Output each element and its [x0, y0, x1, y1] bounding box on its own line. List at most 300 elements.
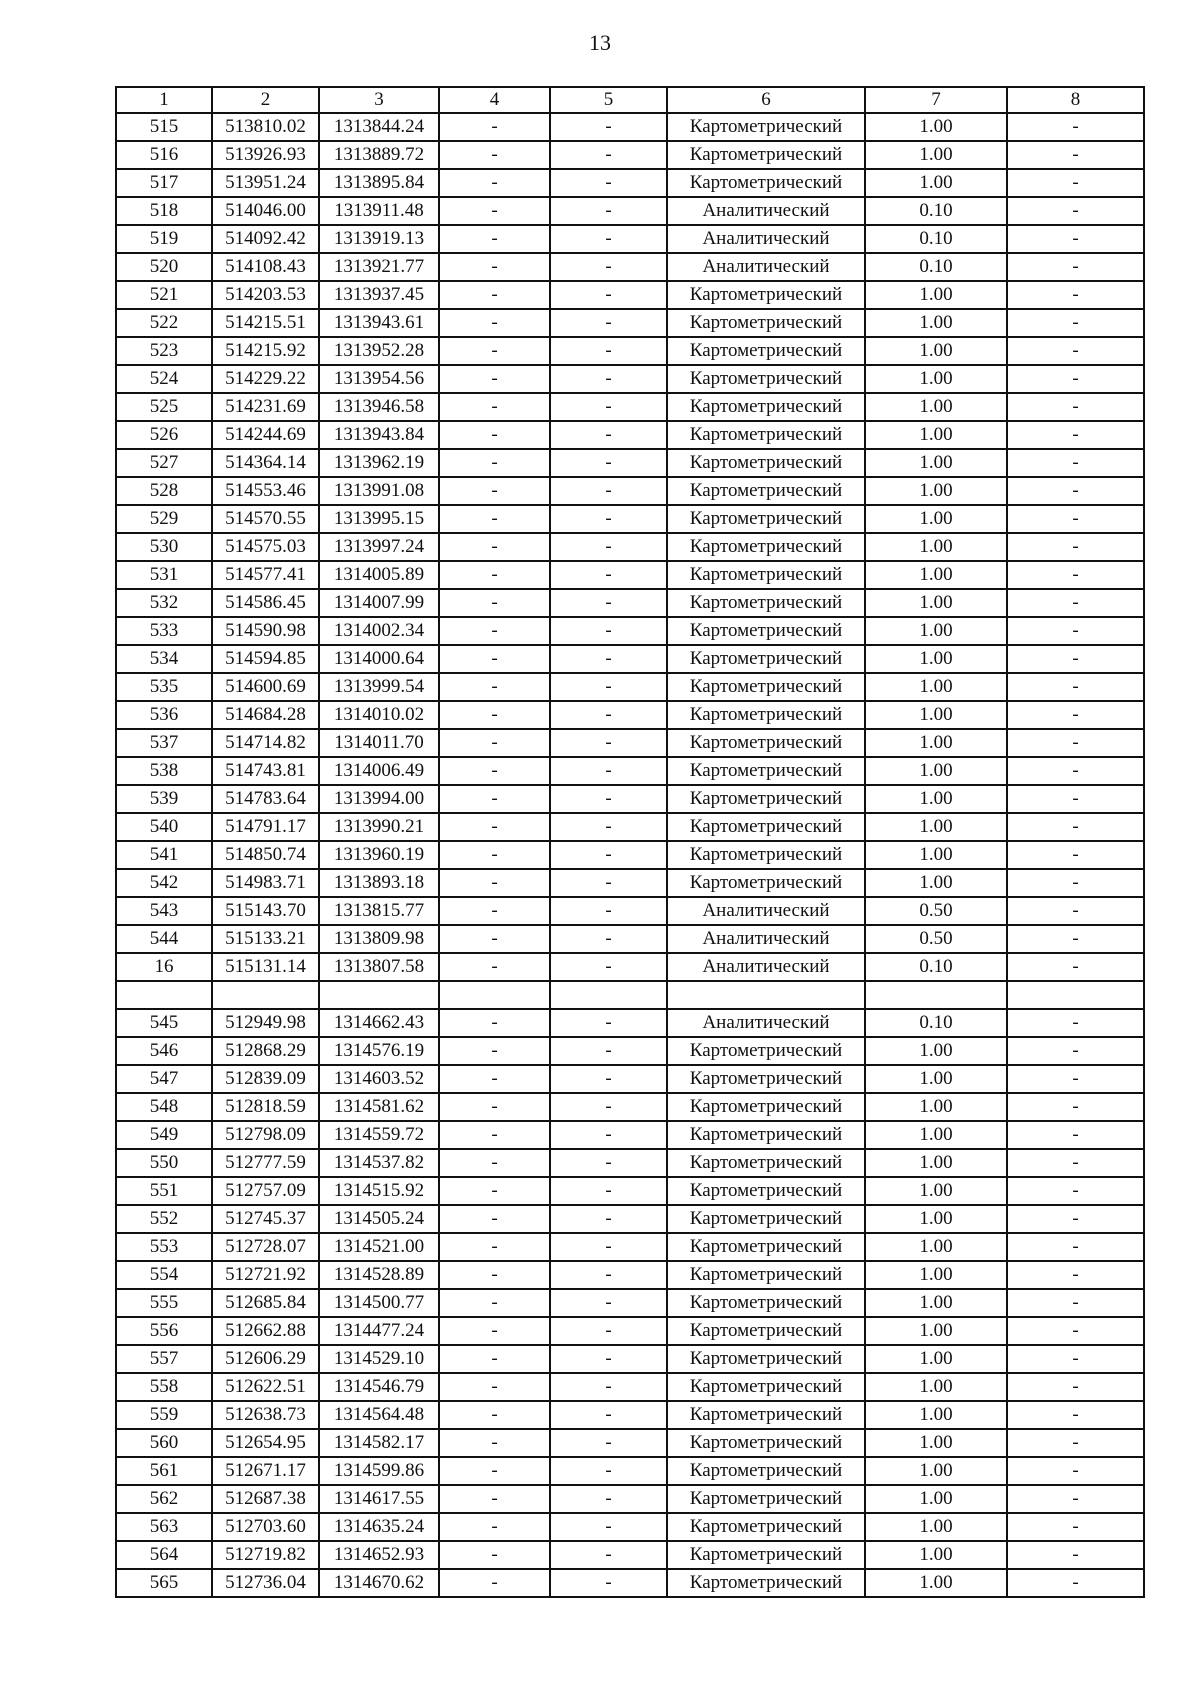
- accuracy-cell: 1.00: [865, 1373, 1007, 1401]
- col8-cell: -: [1007, 365, 1144, 393]
- table-row: [116, 225, 1144, 253]
- x-coordinate-cell: 514783.64: [212, 785, 319, 813]
- accuracy-cell: 1.00: [865, 1513, 1007, 1541]
- x-coordinate-cell: 514586.45: [212, 589, 319, 617]
- x-coordinate-cell: 514600.69: [212, 673, 319, 701]
- point-number-cell: 16: [116, 953, 212, 981]
- table-row: [116, 1429, 1144, 1457]
- col5-cell: -: [550, 645, 667, 673]
- col8-cell: -: [1007, 701, 1144, 729]
- point-number-cell: 524: [116, 365, 212, 393]
- column-header: 6: [667, 87, 865, 113]
- col5-cell: -: [550, 253, 667, 281]
- col5-cell: -: [550, 1569, 667, 1597]
- col4-cell: -: [439, 1401, 550, 1429]
- y-coordinate-cell: 1313921.77: [319, 253, 439, 281]
- x-coordinate-cell: 514231.69: [212, 393, 319, 421]
- col5-cell: -: [550, 729, 667, 757]
- x-coordinate-cell: 512745.37: [212, 1205, 319, 1233]
- col4-cell: -: [439, 169, 550, 197]
- col5-cell: -: [550, 1457, 667, 1485]
- accuracy-cell: [865, 981, 1007, 1009]
- col5-cell: -: [550, 113, 667, 141]
- col8-cell: -: [1007, 1541, 1144, 1569]
- table-row: [116, 617, 1144, 645]
- table-row: [116, 337, 1144, 365]
- table-row: [116, 673, 1144, 701]
- col8-cell: -: [1007, 953, 1144, 981]
- col8-cell: -: [1007, 1205, 1144, 1233]
- col8-cell: -: [1007, 1177, 1144, 1205]
- method-cell: Картометрический: [667, 113, 865, 141]
- x-coordinate-cell: 513926.93: [212, 141, 319, 169]
- table-row: [116, 813, 1144, 841]
- col5-cell: -: [550, 421, 667, 449]
- y-coordinate-cell: 1313997.24: [319, 533, 439, 561]
- y-coordinate-cell: 1314006.49: [319, 757, 439, 785]
- accuracy-cell: 0.10: [865, 225, 1007, 253]
- col8-cell: -: [1007, 169, 1144, 197]
- col8-cell: -: [1007, 645, 1144, 673]
- col8-cell: -: [1007, 225, 1144, 253]
- accuracy-cell: 1.00: [865, 701, 1007, 729]
- col4-cell: -: [439, 617, 550, 645]
- col4-cell: -: [439, 645, 550, 673]
- table-row: [116, 1513, 1144, 1541]
- col8-cell: -: [1007, 141, 1144, 169]
- col8-cell: -: [1007, 673, 1144, 701]
- point-number-cell: 516: [116, 141, 212, 169]
- col5-cell: -: [550, 897, 667, 925]
- col8-cell: -: [1007, 1485, 1144, 1513]
- table-row: [116, 785, 1144, 813]
- col8-cell: -: [1007, 785, 1144, 813]
- y-coordinate-cell: 1313990.21: [319, 813, 439, 841]
- accuracy-cell: 1.00: [865, 1093, 1007, 1121]
- accuracy-cell: 1.00: [865, 841, 1007, 869]
- accuracy-cell: 1.00: [865, 309, 1007, 337]
- y-coordinate-cell: 1314617.55: [319, 1485, 439, 1513]
- table-row: [116, 505, 1144, 533]
- x-coordinate-cell: 512839.09: [212, 1065, 319, 1093]
- method-cell: Картометрический: [667, 617, 865, 645]
- col5-cell: -: [550, 953, 667, 981]
- accuracy-cell: 0.10: [865, 197, 1007, 225]
- accuracy-cell: 1.00: [865, 421, 1007, 449]
- method-cell: Картометрический: [667, 1205, 865, 1233]
- col5-cell: -: [550, 561, 667, 589]
- col8-cell: -: [1007, 1373, 1144, 1401]
- table-row: [116, 113, 1144, 141]
- point-number-cell: 555: [116, 1289, 212, 1317]
- col5-cell: -: [550, 925, 667, 953]
- col8-cell: -: [1007, 1429, 1144, 1457]
- method-cell: Картометрический: [667, 141, 865, 169]
- point-number-cell: 546: [116, 1037, 212, 1065]
- col5-cell: -: [550, 1317, 667, 1345]
- x-coordinate-cell: 513951.24: [212, 169, 319, 197]
- col4-cell: -: [439, 1345, 550, 1373]
- col4-cell: [439, 981, 550, 1009]
- y-coordinate-cell: 1313954.56: [319, 365, 439, 393]
- accuracy-cell: 1.00: [865, 393, 1007, 421]
- point-number-cell: 531: [116, 561, 212, 589]
- x-coordinate-cell: [212, 981, 319, 1009]
- col5-cell: -: [550, 477, 667, 505]
- x-coordinate-cell: 515131.14: [212, 953, 319, 981]
- col4-cell: -: [439, 1261, 550, 1289]
- method-cell: Картометрический: [667, 1121, 865, 1149]
- point-number-cell: 539: [116, 785, 212, 813]
- accuracy-cell: 1.00: [865, 757, 1007, 785]
- accuracy-cell: 1.00: [865, 1121, 1007, 1149]
- table-row: [116, 1485, 1144, 1513]
- point-number-cell: 520: [116, 253, 212, 281]
- method-cell: Картометрический: [667, 1317, 865, 1345]
- point-number-cell: 517: [116, 169, 212, 197]
- point-number-cell: 532: [116, 589, 212, 617]
- accuracy-cell: 1.00: [865, 645, 1007, 673]
- col8-cell: -: [1007, 253, 1144, 281]
- point-number-cell: 536: [116, 701, 212, 729]
- col4-cell: -: [439, 421, 550, 449]
- col5-cell: -: [550, 1205, 667, 1233]
- y-coordinate-cell: 1313815.77: [319, 897, 439, 925]
- col5-cell: -: [550, 1485, 667, 1513]
- table-row: [116, 645, 1144, 673]
- method-cell: Картометрический: [667, 421, 865, 449]
- accuracy-cell: 1.00: [865, 1037, 1007, 1065]
- y-coordinate-cell: 1313960.19: [319, 841, 439, 869]
- point-number-cell: 529: [116, 505, 212, 533]
- y-coordinate-cell: 1314505.24: [319, 1205, 439, 1233]
- col8-cell: -: [1007, 1345, 1144, 1373]
- x-coordinate-cell: 514203.53: [212, 281, 319, 309]
- col4-cell: -: [439, 1009, 550, 1037]
- y-coordinate-cell: 1314002.34: [319, 617, 439, 645]
- x-coordinate-cell: 512757.09: [212, 1177, 319, 1205]
- col4-cell: -: [439, 561, 550, 589]
- col8-cell: -: [1007, 1457, 1144, 1485]
- method-cell: Картометрический: [667, 869, 865, 897]
- point-number-cell: 519: [116, 225, 212, 253]
- method-cell: Аналитический: [667, 197, 865, 225]
- table-row: [116, 1345, 1144, 1373]
- point-number-cell: 552: [116, 1205, 212, 1233]
- col5-cell: -: [550, 617, 667, 645]
- col8-cell: -: [1007, 1569, 1144, 1597]
- method-cell: Картометрический: [667, 645, 865, 673]
- col4-cell: -: [439, 757, 550, 785]
- table-row: [116, 253, 1144, 281]
- point-number-cell: 564: [116, 1541, 212, 1569]
- method-cell: Картометрический: [667, 1569, 865, 1597]
- col5-cell: -: [550, 673, 667, 701]
- table-row: [116, 589, 1144, 617]
- y-coordinate-cell: 1313889.72: [319, 141, 439, 169]
- table-header-row: [116, 87, 1144, 113]
- col5-cell: -: [550, 1149, 667, 1177]
- point-number-cell: 518: [116, 197, 212, 225]
- y-coordinate-cell: 1313991.08: [319, 477, 439, 505]
- col5-cell: -: [550, 1177, 667, 1205]
- table-row: [116, 169, 1144, 197]
- y-coordinate-cell: 1314515.92: [319, 1177, 439, 1205]
- point-number-cell: 553: [116, 1233, 212, 1261]
- table-body: [116, 113, 1144, 1597]
- method-cell: Картометрический: [667, 533, 865, 561]
- table-row: [116, 897, 1144, 925]
- table-row: [116, 1541, 1144, 1569]
- point-number-cell: 527: [116, 449, 212, 477]
- accuracy-cell: 0.10: [865, 953, 1007, 981]
- col8-cell: -: [1007, 449, 1144, 477]
- col8-cell: [1007, 981, 1144, 1009]
- point-number-cell: 540: [116, 813, 212, 841]
- x-coordinate-cell: 512654.95: [212, 1429, 319, 1457]
- accuracy-cell: 1.00: [865, 1317, 1007, 1345]
- accuracy-cell: 1.00: [865, 169, 1007, 197]
- x-coordinate-cell: 514594.85: [212, 645, 319, 673]
- point-number-cell: 530: [116, 533, 212, 561]
- col8-cell: -: [1007, 925, 1144, 953]
- y-coordinate-cell: 1314670.62: [319, 1569, 439, 1597]
- col8-cell: -: [1007, 1233, 1144, 1261]
- method-cell: Картометрический: [667, 393, 865, 421]
- point-number-cell: 522: [116, 309, 212, 337]
- x-coordinate-cell: 514553.46: [212, 477, 319, 505]
- col5-cell: -: [550, 337, 667, 365]
- y-coordinate-cell: 1314477.24: [319, 1317, 439, 1345]
- accuracy-cell: 1.00: [865, 1541, 1007, 1569]
- point-number-cell: 561: [116, 1457, 212, 1485]
- col4-cell: -: [439, 505, 550, 533]
- column-header: 4: [439, 87, 550, 113]
- col8-cell: -: [1007, 813, 1144, 841]
- point-number-cell: 534: [116, 645, 212, 673]
- accuracy-cell: 1.00: [865, 449, 1007, 477]
- col4-cell: -: [439, 925, 550, 953]
- col5-cell: -: [550, 169, 667, 197]
- col5-cell: -: [550, 393, 667, 421]
- y-coordinate-cell: 1314635.24: [319, 1513, 439, 1541]
- table-row: [116, 281, 1144, 309]
- accuracy-cell: 1.00: [865, 1233, 1007, 1261]
- col5-cell: -: [550, 449, 667, 477]
- col5-cell: -: [550, 1373, 667, 1401]
- x-coordinate-cell: 514229.22: [212, 365, 319, 393]
- table-row: [116, 1009, 1144, 1037]
- col5-cell: -: [550, 589, 667, 617]
- table-row: [116, 925, 1144, 953]
- x-coordinate-cell: 512736.04: [212, 1569, 319, 1597]
- table-row: [116, 869, 1144, 897]
- point-number-cell: 521: [116, 281, 212, 309]
- point-number-cell: 538: [116, 757, 212, 785]
- col4-cell: -: [439, 1317, 550, 1345]
- method-cell: Картометрический: [667, 1541, 865, 1569]
- col8-cell: -: [1007, 309, 1144, 337]
- col8-cell: -: [1007, 1401, 1144, 1429]
- col4-cell: -: [439, 1569, 550, 1597]
- method-cell: Картометрический: [667, 701, 865, 729]
- x-coordinate-cell: 514215.51: [212, 309, 319, 337]
- table-row: [116, 1569, 1144, 1597]
- col4-cell: -: [439, 1149, 550, 1177]
- x-coordinate-cell: 512687.38: [212, 1485, 319, 1513]
- method-cell: Картометрический: [667, 1233, 865, 1261]
- col4-cell: -: [439, 1513, 550, 1541]
- x-coordinate-cell: 512777.59: [212, 1149, 319, 1177]
- table-row: [116, 1233, 1144, 1261]
- point-number-cell: 528: [116, 477, 212, 505]
- y-coordinate-cell: 1314537.82: [319, 1149, 439, 1177]
- accuracy-cell: 1.00: [865, 869, 1007, 897]
- point-number-cell: 525: [116, 393, 212, 421]
- x-coordinate-cell: 512721.92: [212, 1261, 319, 1289]
- col4-cell: -: [439, 477, 550, 505]
- accuracy-cell: 1.00: [865, 1345, 1007, 1373]
- method-cell: Картометрический: [667, 841, 865, 869]
- y-coordinate-cell: 1313999.54: [319, 673, 439, 701]
- point-number-cell: 537: [116, 729, 212, 757]
- y-coordinate-cell: 1314582.17: [319, 1429, 439, 1457]
- col8-cell: -: [1007, 589, 1144, 617]
- col4-cell: -: [439, 1429, 550, 1457]
- method-cell: Картометрический: [667, 337, 865, 365]
- col4-cell: -: [439, 1541, 550, 1569]
- x-coordinate-cell: 512719.82: [212, 1541, 319, 1569]
- method-cell: Картометрический: [667, 1065, 865, 1093]
- point-number-cell: 565: [116, 1569, 212, 1597]
- col8-cell: -: [1007, 617, 1144, 645]
- y-coordinate-cell: 1313893.18: [319, 869, 439, 897]
- table-row: [116, 449, 1144, 477]
- accuracy-cell: 1.00: [865, 813, 1007, 841]
- y-coordinate-cell: 1313943.61: [319, 309, 439, 337]
- y-coordinate-cell: 1313943.84: [319, 421, 439, 449]
- accuracy-cell: 0.10: [865, 1009, 1007, 1037]
- x-coordinate-cell: 512728.07: [212, 1233, 319, 1261]
- point-number-cell: [116, 981, 212, 1009]
- method-cell: Картометрический: [667, 477, 865, 505]
- accuracy-cell: 1.00: [865, 533, 1007, 561]
- col4-cell: -: [439, 1485, 550, 1513]
- table-row: [116, 1261, 1144, 1289]
- accuracy-cell: 1.00: [865, 673, 1007, 701]
- accuracy-cell: 0.50: [865, 897, 1007, 925]
- point-number-cell: 562: [116, 1485, 212, 1513]
- table-row: [116, 1149, 1144, 1177]
- table-row: [116, 1457, 1144, 1485]
- col8-cell: -: [1007, 281, 1144, 309]
- method-cell: Картометрический: [667, 1177, 865, 1205]
- col4-cell: -: [439, 785, 550, 813]
- col4-cell: -: [439, 337, 550, 365]
- x-coordinate-cell: 513810.02: [212, 113, 319, 141]
- col4-cell: -: [439, 953, 550, 981]
- y-coordinate-cell: 1313844.24: [319, 113, 439, 141]
- y-coordinate-cell: 1313809.98: [319, 925, 439, 953]
- y-coordinate-cell: 1314010.02: [319, 701, 439, 729]
- method-cell: Картометрический: [667, 1289, 865, 1317]
- col5-cell: -: [550, 309, 667, 337]
- col4-cell: -: [439, 281, 550, 309]
- table-row: [116, 393, 1144, 421]
- col5-cell: -: [550, 281, 667, 309]
- table-row: [116, 365, 1144, 393]
- col4-cell: -: [439, 1205, 550, 1233]
- x-coordinate-cell: 512622.51: [212, 1373, 319, 1401]
- accuracy-cell: 1.00: [865, 1065, 1007, 1093]
- col5-cell: -: [550, 1093, 667, 1121]
- col5-cell: -: [550, 505, 667, 533]
- col4-cell: -: [439, 365, 550, 393]
- table-row: [116, 421, 1144, 449]
- col5-cell: -: [550, 1009, 667, 1037]
- point-number-cell: 554: [116, 1261, 212, 1289]
- point-number-cell: 533: [116, 617, 212, 645]
- method-cell: [667, 981, 865, 1009]
- y-coordinate-cell: 1313919.13: [319, 225, 439, 253]
- y-coordinate-cell: 1314007.99: [319, 589, 439, 617]
- accuracy-cell: 1.00: [865, 1149, 1007, 1177]
- table-row: [116, 561, 1144, 589]
- col4-cell: -: [439, 1373, 550, 1401]
- col4-cell: -: [439, 1289, 550, 1317]
- table-row: [116, 1205, 1144, 1233]
- y-coordinate-cell: 1314662.43: [319, 1009, 439, 1037]
- y-coordinate-cell: 1314564.48: [319, 1401, 439, 1429]
- y-coordinate-cell: [319, 981, 439, 1009]
- col5-cell: -: [550, 197, 667, 225]
- col4-cell: -: [439, 1121, 550, 1149]
- col4-cell: -: [439, 1233, 550, 1261]
- x-coordinate-cell: 514575.03: [212, 533, 319, 561]
- y-coordinate-cell: 1314652.93: [319, 1541, 439, 1569]
- col4-cell: -: [439, 869, 550, 897]
- col5-cell: -: [550, 813, 667, 841]
- col5-cell: -: [550, 1233, 667, 1261]
- y-coordinate-cell: 1313995.15: [319, 505, 439, 533]
- x-coordinate-cell: 514244.69: [212, 421, 319, 449]
- method-cell: Картометрический: [667, 505, 865, 533]
- x-coordinate-cell: 514684.28: [212, 701, 319, 729]
- col4-cell: -: [439, 1457, 550, 1485]
- method-cell: Картометрический: [667, 1485, 865, 1513]
- column-header: 8: [1007, 87, 1144, 113]
- col5-cell: -: [550, 1429, 667, 1457]
- point-number-cell: 541: [116, 841, 212, 869]
- col4-cell: -: [439, 449, 550, 477]
- method-cell: Картометрический: [667, 813, 865, 841]
- y-coordinate-cell: 1314528.89: [319, 1261, 439, 1289]
- col8-cell: -: [1007, 729, 1144, 757]
- y-coordinate-cell: 1313994.00: [319, 785, 439, 813]
- col8-cell: -: [1007, 897, 1144, 925]
- accuracy-cell: 1.00: [865, 1429, 1007, 1457]
- col4-cell: -: [439, 141, 550, 169]
- col5-cell: [550, 981, 667, 1009]
- y-coordinate-cell: 1314581.62: [319, 1093, 439, 1121]
- method-cell: Картометрический: [667, 1457, 865, 1485]
- accuracy-cell: 1.00: [865, 1177, 1007, 1205]
- col5-cell: -: [550, 1513, 667, 1541]
- col5-cell: -: [550, 365, 667, 393]
- col8-cell: -: [1007, 1009, 1144, 1037]
- x-coordinate-cell: 512949.98: [212, 1009, 319, 1037]
- x-coordinate-cell: 514743.81: [212, 757, 319, 785]
